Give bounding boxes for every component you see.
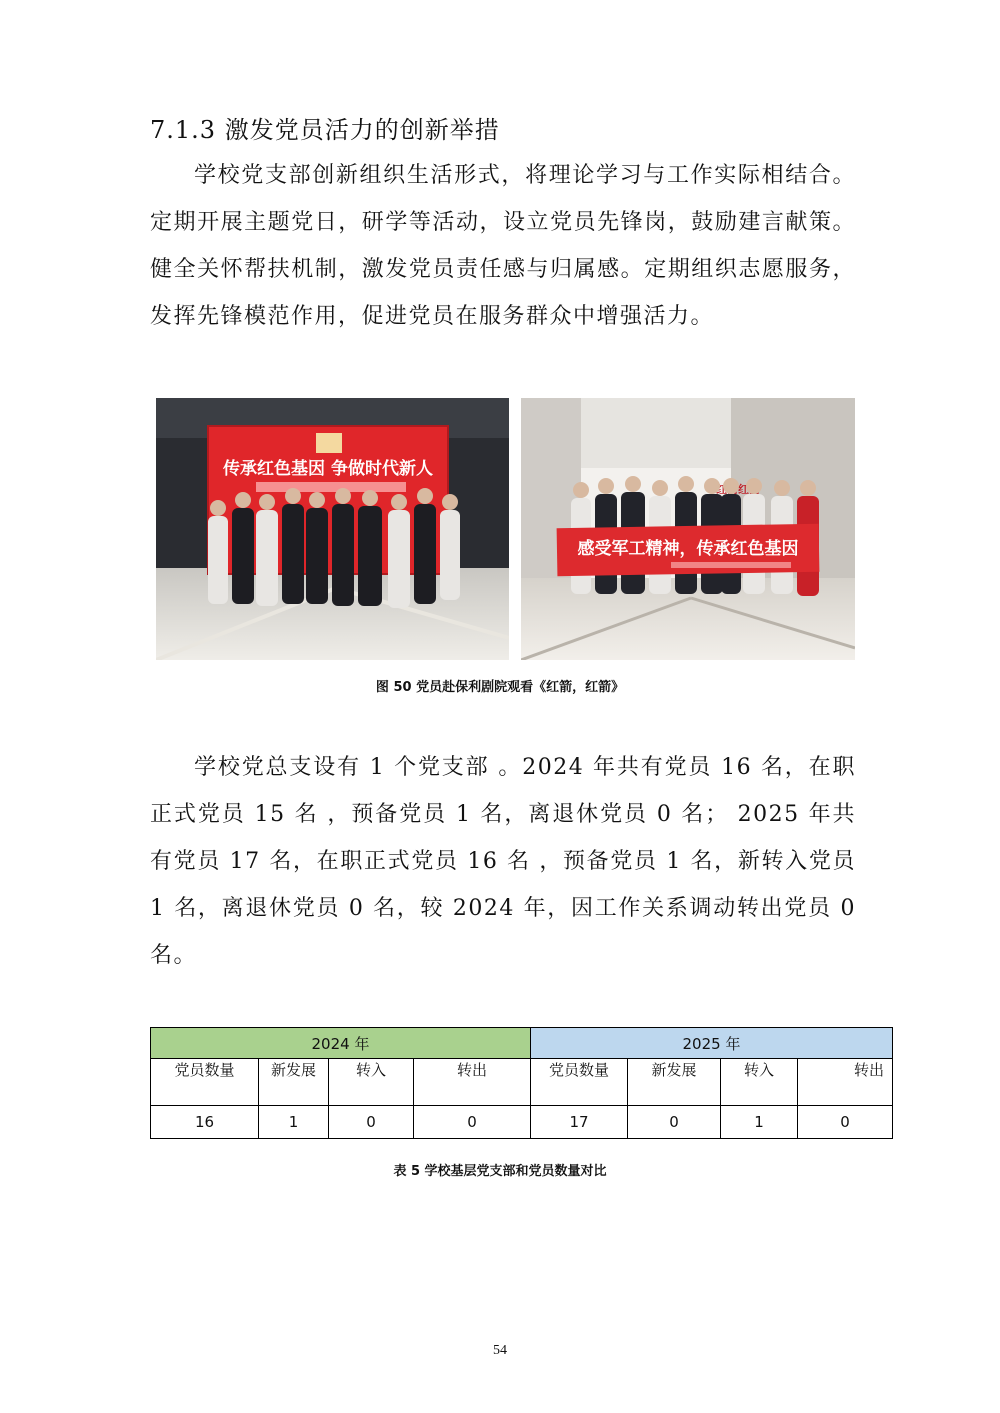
figure-caption: 图 50 党员赴保利剧院观看《红箭，红箭》 [375, 680, 625, 695]
photo-left [156, 398, 509, 660]
table-cell: 16 [151, 1106, 259, 1139]
section-heading: 7.1.3 激发党员活力的创新举措 [150, 116, 500, 144]
year-2025-header: 2025 年 [531, 1028, 893, 1059]
right-banner-text: 感受军工精神，传承红色基因 [577, 539, 799, 559]
paragraph-innovation: 学校党支部创新组织生活形式，将理论学习与工作实际相结合。定期开展主题党日，研学等活动，设立党员先锋岗，鼓励建言献策。健全关怀帮扶机制，激发党员责任感与归属感。定期组织志愿服务，发挥先锋模范作用，促进党员在服务群众中增强活力。 [150, 163, 856, 329]
col-header: 转出 [414, 1059, 531, 1106]
col-header: 党员数量 [151, 1059, 259, 1106]
col-header: 党员数量 [531, 1059, 628, 1106]
table-cell: 0 [414, 1106, 531, 1139]
col-header: 新发展 [259, 1059, 329, 1106]
left-banner-text: 传承红色基因 争做时代新人 [223, 459, 433, 479]
col-header: 转入 [721, 1059, 798, 1106]
paragraph-membership: 学校党总支设有 1 个党支部 。2024 年共有党员 16 名，在职正式党员 15 名 ，预备党员 1 名，离退休党员 0 名； 2025 年共有党员 17 名，在职正式党员 16 名 ，预备党员 1 名，新转入党员 1 名，离退休党员 0 名，较 2024 年，因工作关系调动转出党员 0 名。 [150, 755, 856, 968]
membership-table [150, 1027, 893, 1139]
photo-right [521, 398, 855, 660]
table-caption: 表 5 学校基层党支部和党员数量对比 [393, 1164, 607, 1179]
table-cell: 17 [531, 1106, 628, 1139]
table-cell: 0 [798, 1106, 893, 1139]
page-number: 54 [493, 1343, 507, 1358]
col-header: 新发展 [628, 1059, 721, 1106]
table-cell: 0 [628, 1106, 721, 1139]
col-header: 转出 [798, 1059, 893, 1106]
table-cell: 0 [329, 1106, 414, 1139]
table-cell: 1 [259, 1106, 329, 1139]
table-cell: 1 [721, 1106, 798, 1139]
col-header: 转入 [329, 1059, 414, 1106]
year-2024-header: 2024 年 [151, 1028, 531, 1059]
